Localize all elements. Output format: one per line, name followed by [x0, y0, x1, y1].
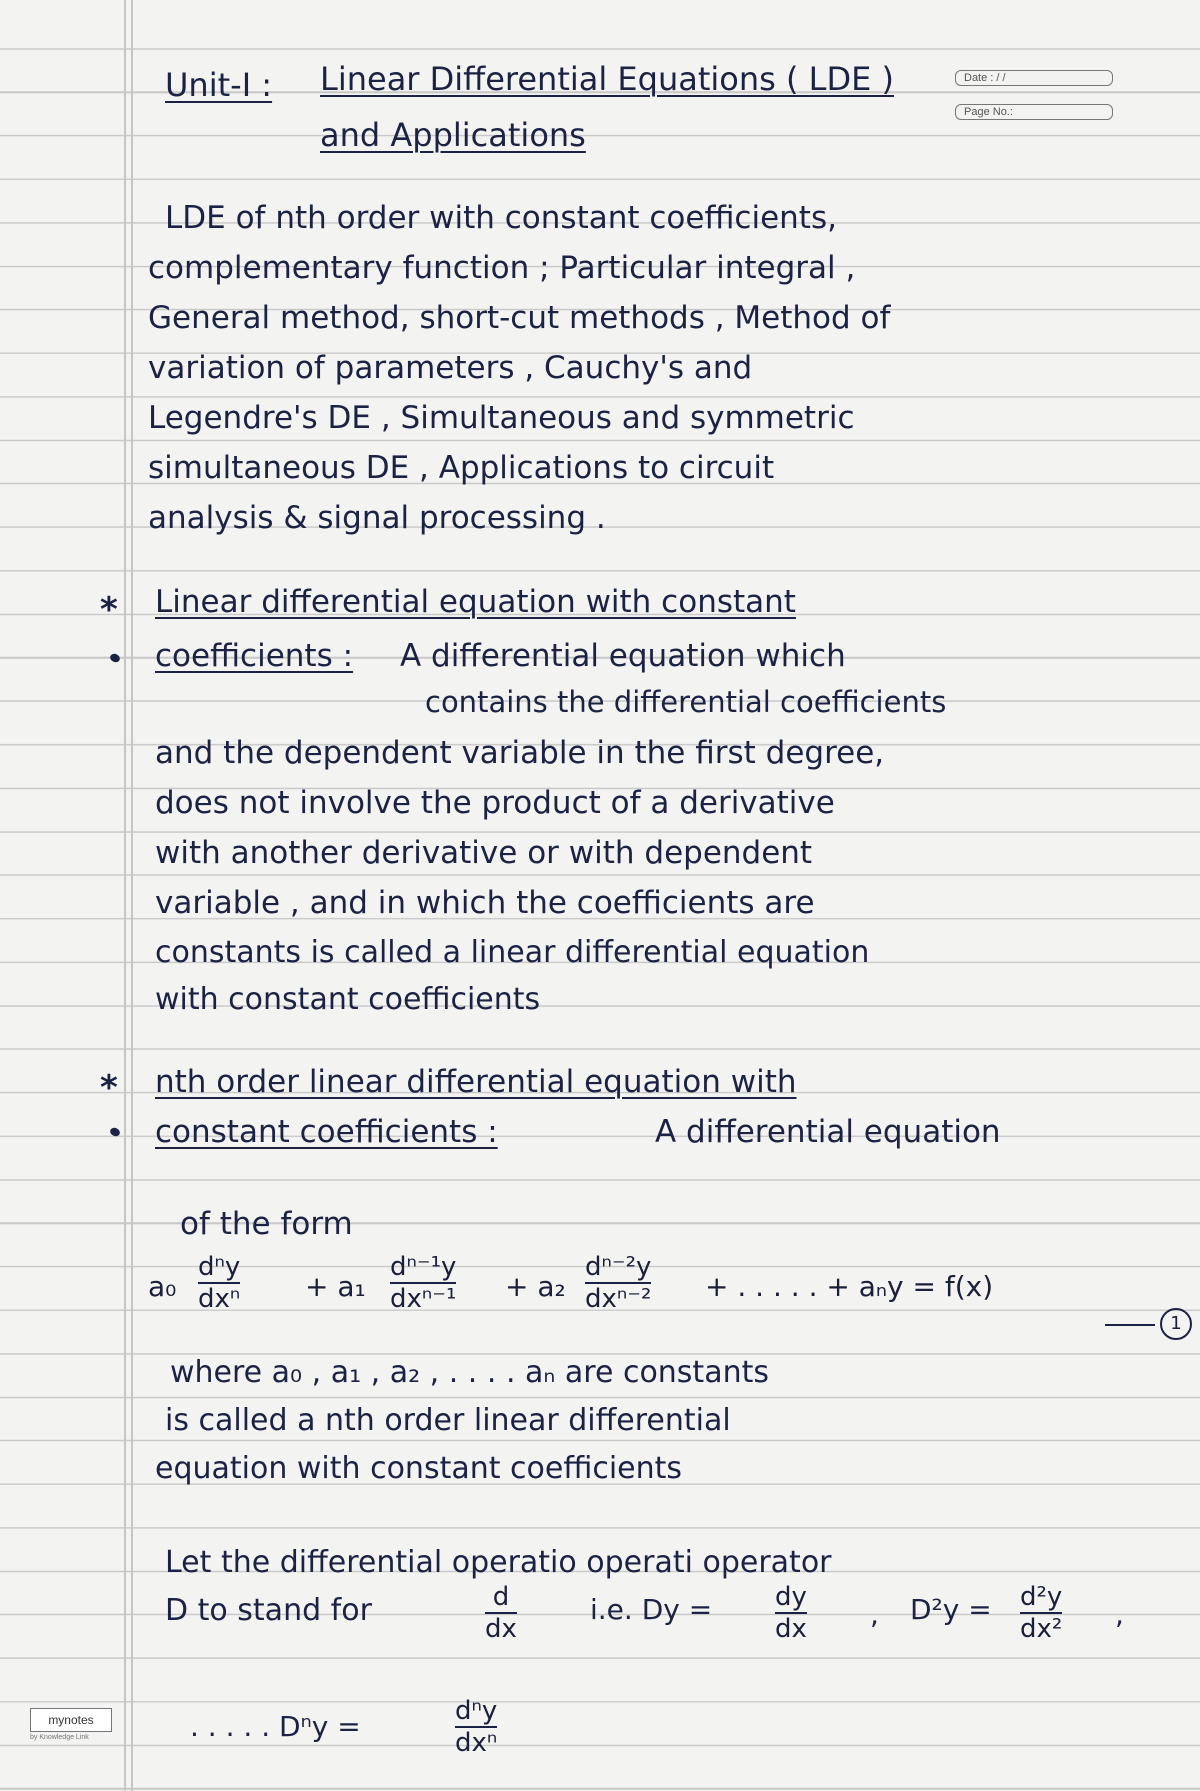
syllabus-line: simultaneous DE , Applications to circuit: [148, 450, 775, 486]
eq-denominator: dxⁿ: [198, 1284, 241, 1314]
dy-numerator: dy: [775, 1582, 807, 1612]
section-heading: Linear differential equation with constant: [155, 584, 796, 620]
op-numerator: d: [492, 1582, 510, 1612]
section-text: and the dependent variable in the first degree,: [155, 735, 885, 771]
section-text: of the form: [180, 1206, 353, 1242]
dn-numerator: dⁿy: [455, 1696, 498, 1726]
logo-tagline: by Knowledge Link: [30, 1734, 89, 1741]
section-text: A differential equation which: [400, 638, 846, 674]
eq-plus-a1: + a₁: [305, 1270, 366, 1303]
section-text: D to stand for: [165, 1593, 372, 1628]
page-title-line2: and Applications: [320, 116, 586, 154]
section-text: is called a nth order linear differential: [165, 1403, 731, 1438]
section-text: with constant coefficients: [155, 982, 541, 1017]
star-bullet: *: [100, 590, 118, 630]
dn-fraction: [455, 1696, 497, 1758]
eq-tail: + . . . . . + aₙy = f(x): [705, 1270, 994, 1303]
d2y-lhs: D²y =: [910, 1593, 992, 1626]
eq-denominator: dxⁿ⁻²: [585, 1284, 652, 1314]
page-title: Linear Differential Equations ( LDE ): [320, 60, 894, 98]
syllabus-line: Legendre's DE , Simultaneous and symmetric: [148, 400, 855, 436]
section-text: does not involve the product of a derivative: [155, 785, 835, 821]
eq-numerator: dⁿ⁻²y: [585, 1252, 652, 1282]
dy-denominator: dx: [775, 1614, 807, 1644]
section-text: where a₀ , a₁ , a₂ , . . . . aₙ are constants: [170, 1355, 769, 1390]
page-number-box: Page No.:: [955, 104, 1113, 120]
section-heading-line2: constant coefficients :: [155, 1114, 498, 1150]
eq-plus-a2: + a₂: [505, 1270, 566, 1303]
star-bullet: *: [100, 1068, 118, 1108]
eq-numerator: dⁿ⁻¹y: [390, 1252, 457, 1282]
op-denominator: dx: [485, 1614, 517, 1644]
section-text: equation with constant coefficients: [155, 1451, 683, 1486]
eq-fraction: [390, 1252, 456, 1314]
margin-line-left-2: [131, 0, 133, 1791]
date-box: Date : / /: [955, 70, 1113, 86]
dy-fraction: [775, 1582, 807, 1644]
syllabus-line: variation of parameters , Cauchy's and: [148, 350, 753, 386]
section-heading-line2: coefficients :: [155, 638, 354, 674]
separator-comma: ,: [870, 1598, 879, 1631]
section-text: with another derivative or with dependent: [155, 835, 813, 871]
dn-denominator: dxⁿ: [455, 1728, 498, 1758]
dn-lhs: . . . . . Dⁿy =: [190, 1710, 361, 1743]
section-text: A differential equation: [655, 1114, 1001, 1150]
eq-fraction: [585, 1252, 651, 1314]
section-text: contains the differential coefficients: [425, 685, 947, 719]
section-text: variable , and in which the coefficients are: [155, 885, 815, 921]
eq-denominator: dxⁿ⁻¹: [390, 1284, 457, 1314]
section-text: constants is called a linear differential equation: [155, 935, 870, 970]
section-text: Let the differential operatio operati operator: [165, 1545, 832, 1580]
unit-label: Unit-I :: [165, 66, 273, 104]
eq-number-rule: [1105, 1324, 1155, 1326]
d2y-fraction: [1020, 1582, 1062, 1644]
separator-comma: ,: [1115, 1598, 1124, 1631]
equation-number: 1: [1160, 1308, 1192, 1340]
d2y-denominator: dx²: [1020, 1614, 1063, 1644]
operator-fraction: [485, 1582, 517, 1644]
section-text: i.e. Dy =: [590, 1593, 713, 1626]
syllabus-line: General method, short-cut methods , Method of: [148, 300, 891, 336]
eq-numerator: dⁿy: [198, 1252, 241, 1282]
d2y-numerator: d²y: [1020, 1582, 1063, 1612]
logo-brand: mynotes: [30, 1708, 112, 1732]
eq-a0: a₀: [148, 1270, 177, 1303]
syllabus-line: complementary function ; Particular integral ,: [148, 250, 856, 286]
eq-fraction: [198, 1252, 240, 1314]
mynotes-logo: [20, 1708, 120, 1748]
section-heading: nth order linear differential equation with: [155, 1064, 797, 1100]
margin-line-left: [124, 0, 126, 1791]
syllabus-line: analysis & signal processing .: [148, 500, 606, 536]
syllabus-line: LDE of nth order with constant coefficients,: [165, 200, 837, 236]
